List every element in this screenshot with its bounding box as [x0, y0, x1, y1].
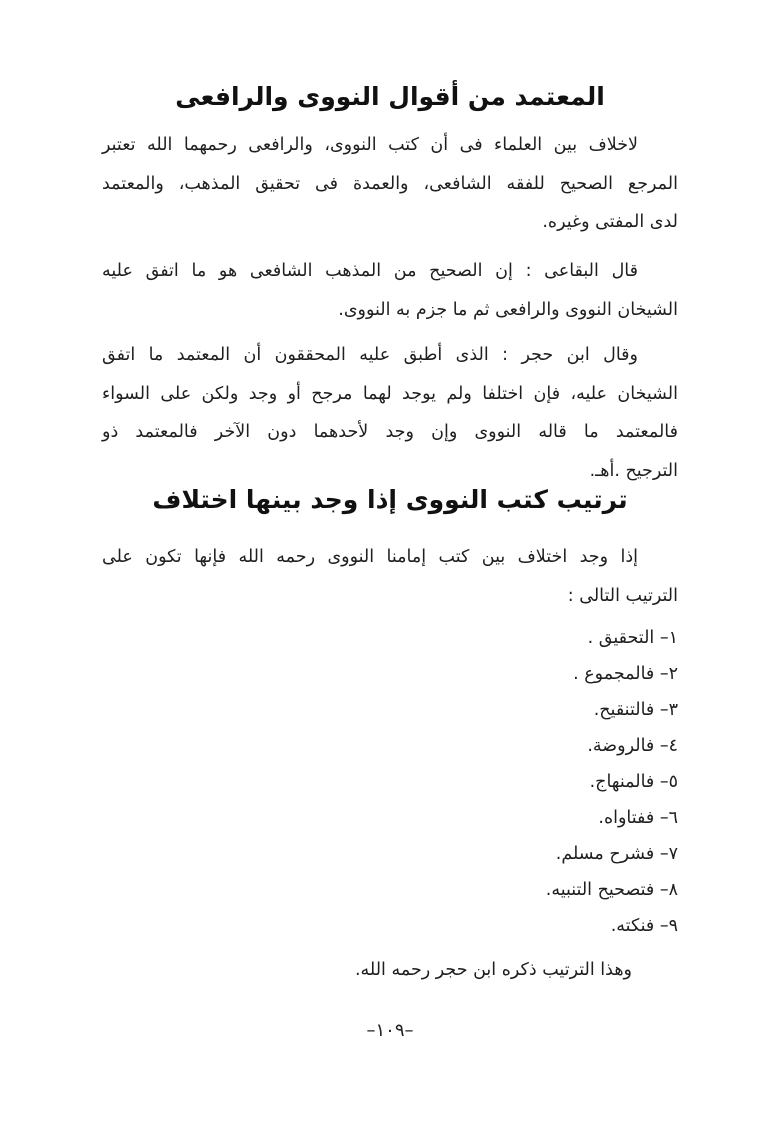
paragraph-order-intro: [102, 538, 678, 615]
book-order-list: [546, 620, 678, 944]
list-item: ٦– ففتاواه.: [598, 808, 678, 828]
text-line: إذا وجد اختلاف بين كتب إمامنا النووى رحمه الله فإنها تكون على: [102, 547, 638, 567]
list-item: ٧– فشرح مسلم.: [555, 844, 678, 864]
text-line: الشيخان عليه، فإن اختلفا ولم يوجد لهما مرجح أو وجد ولكن على السواء: [102, 383, 678, 404]
list-item: ١– التحقيق .: [587, 628, 678, 648]
section-heading-book-order: ترتيب كتب النووى إذا وجد بينها اختلاف: [152, 485, 628, 514]
paragraph-al-biqai-quote: [102, 252, 678, 329]
text-line: الشيخان النووى والرافعى ثم ما جزم به النووى.: [338, 299, 678, 320]
text-line: وقال ابن حجر : الذى أطبق عليه المحققون أن المعتمد ما اتفق: [102, 345, 638, 365]
page-number: –١٠٩–: [366, 1020, 414, 1041]
list-item: ٤– فالروضة.: [587, 736, 678, 756]
list-item: ٩– فنكته.: [610, 916, 678, 936]
closing-note: وهذا الترتيب ذكره ابن حجر رحمه الله.: [354, 960, 632, 980]
text-line: لدى المفتى وغيره.: [542, 212, 678, 232]
list-item: ٣– فالتنقيح.: [593, 700, 678, 720]
list-item: ٨– فتصحيح التنبيه.: [545, 880, 678, 900]
list-item: ٥– فالمنهاج.: [589, 772, 678, 792]
text-line: الترجيح .أهـ.: [589, 460, 678, 481]
text-line: الترتيب التالى :: [567, 585, 678, 606]
text-line: قال البقاعى : إن الصحيح من المذهب الشافعى هو ما اتفق عليه: [102, 261, 638, 281]
paragraph-no-disagreement: [102, 126, 678, 242]
list-item: ٢– فالمجموع .: [573, 664, 678, 684]
paragraph-ibn-hajar-quote: [102, 336, 678, 490]
text-line: المرجع الصحيح للفقه الشافعى، والعمدة فى تحقيق المذهب، والمعتمد: [102, 173, 678, 194]
section-heading-reliable-opinions: المعتمد من أقوال النووى والرافعى: [175, 82, 605, 111]
text-line: لاخلاف بين العلماء فى أن كتب النووى، والرافعى رحمهما الله تعتبر: [102, 135, 638, 155]
text-line: فالمعتمد ما قاله النووى وإن وجد لأحدهما دون الآخر فالمعتمد ذو: [102, 422, 678, 442]
